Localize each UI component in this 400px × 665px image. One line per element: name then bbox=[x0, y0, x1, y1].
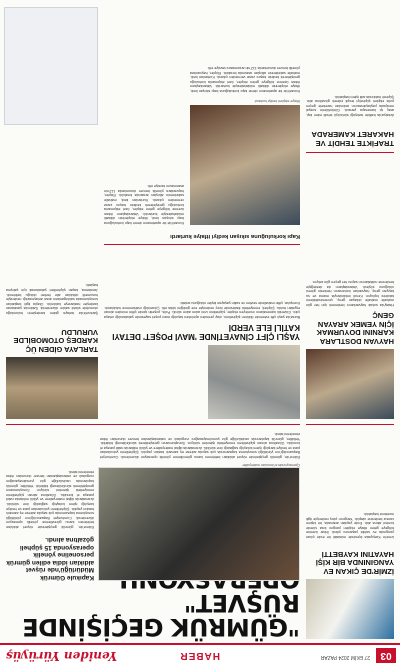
traffic-body: Antalya'da trafikte tartıştığı sürücüyü tehdit eden kişi, araç içi kameraya yansıdı. Görüntülerin sosyal medyada paylaşılmasının ardından harekete geçen polis ekipleri şüpheliyi tespit ederek gözaltına aldı. Şüpheli hakkında adli işlem başlatıldı. bbox=[306, 94, 394, 117]
cat-body-continued: Kocaeli'de bir apartmanın demir kapı korkuluğuna başı sıkışan kedi, itfaiye ekiplerinin dikkatli müdahalesiyle kurtarıldı. Vatandaşların ihbarı üzerine bölgeye gelen ekipler, özel ekipmanla korkuluğu genişleterek kedinin başını zarar vermeden çıkardı. Kurtarılan kedi, mahalle sakinlerinin alkışları arasında bırakıldı. Ekipler, hayvanlara yönelik benzer durumlarda 112'nin aranmasını tavsiye etti. bbox=[190, 66, 300, 93]
main-photo bbox=[98, 467, 300, 581]
cat-headline: Kapı korkuluğuna sıkışan kediyi itfaiye kurtardı bbox=[170, 233, 300, 239]
murder-headline: YAŞLI ÇİFT CİNAYETİNDE 'MAVİ POŞET' DETAYI KATİLİ ELE VERDİ bbox=[112, 323, 300, 341]
main-body-continued: Edirne'de, gümrük geçişlerinde rüşvet aldıkları belirlenen kamu görevlilerine yönelik operasyon düzenlendi. Cumhuriyet Başsavcılığı'nın yürüttüğü soruşturma kapsamında çok sayıda adrese eş zamanlı baskın yapıldı. Şüphelilerin yolculardan para ve hediye karşılığı işlem kolaylığı sağladığı öne sürüldü. Aramalarda dijital materyallere ve yüklü miktarda nakit paraya el konuldu. Gözaltına alınan şüphelilerin emniyetteki işlemleri sürüyor. Soruşturmanın genişletilerek sürdürüleceği bildirildi. Yetkililer, gümrük kapılarında usulsüzlüğe göz yumulmayacağını vurguladı ve vatandaşlardan benzer durumları ihbar etmelerini istedi. bbox=[100, 432, 300, 459]
animal-body: Hatay'da sokak hayvanlarını beslemek için her gün mahalle mahalle dolaşan genç, çevresindekilerin takdirini topluyor. Kendi imkânlarıyla mama ve su taşıyan genç, hayvanları korumanın herkesin görevi olduğunu söyledi. Vatandaşların da desteğiyle beslenme noktalarının sayısı her geçen gün artıyor. bbox=[306, 280, 394, 307]
ad-box bbox=[4, 7, 98, 125]
animal-photo bbox=[306, 349, 394, 419]
animal-headline: HAYVAN DOSTLARA KARNINI DOYURMAK İÇİN YEMEK ARAYAN GENÇ bbox=[316, 311, 394, 346]
divider bbox=[306, 424, 394, 425]
main-headline: "GÜMRÜK GEÇİŞİNDE RÜŞVET" bbox=[22, 589, 300, 641]
murder-photo bbox=[208, 345, 300, 419]
shooting-headline: TARLAYA GİDEN ÜÇ KARDEŞ OTOMOBİLDE VURULDU bbox=[13, 328, 98, 354]
divider bbox=[306, 152, 394, 153]
fire-headline: İZMİR'DE ÇIKAN EV YANGININDA BİR KİŞİ HAYATINI KAYBETTİ bbox=[315, 550, 394, 576]
newspaper-logo: Yeniden Yürüyüş bbox=[6, 649, 118, 663]
main-photo-caption: Operasyonda el konulan materyaller bbox=[242, 463, 300, 467]
murder-body: Bursa'da yaşlı çifti evlerinde öldüren şüphelinin, olay yerinden ayrılırken taşıdığı mavi poşet sayesinde yakalandığı ortaya çıktı. Güvenlik kameralarını inceleyen ekipler, şüphelinin izini adım adım sürdü. Polis, poşetin içinde çiftin evinden alınan eşyaları buldu. Şüpheli, emniyetteki ifadesinde borç nedeniyle eve girdiğini iddia etti. Çıkarıldığı mahkemece tutuklandı. Komşular, çiftin mahallede sevilen ve sakin yaşayan kişiler olduğunu anlattı. bbox=[104, 301, 300, 319]
murder-story bbox=[104, 249, 300, 419]
section-label: HABER bbox=[179, 650, 220, 661]
divider bbox=[6, 424, 300, 425]
page-header bbox=[0, 643, 400, 665]
fire-body: İzmir'in Karşıyaka ilçesinde müstakil bir evde çıkan yangında ev sahibi yaşamını yitirdi. İhbar üzerine bölgeye gelen itfaiye ekipleri yangını kısa sürede kontrol altına aldı. Evde yapılan aramada, bir kişinin cansız bedenine ulaşıldı. Yangının çıkış nedeniyle ilgili inceleme başlatıldı. bbox=[306, 512, 394, 539]
cat-story bbox=[104, 9, 300, 239]
shooting-body: Şanlıurfa'da tarlaya giden kardeşlerin bulunduğu otomobile silahlı saldırı düzenlendi. Saldırıda yaralanan kardeşler hastaneye kaldırıldı. Olayla ilgili başlatılan soruşturmada saldırganların arazi anlaşmazlığı nedeniyle husumetli oldukları aile fertleri olduğu belirlendi. Jandarma, kaçan şüphelileri yakalamak için çalışma başlattı. bbox=[6, 283, 98, 315]
cat-photo bbox=[190, 105, 300, 225]
main-deck: Kapıkule Gümrük Müdürlüğü'nde rüşvet aldıkları iddia edilen gümrük personeline yönelik operasyonda 15 şüpheli gözaltına alındı. bbox=[6, 536, 94, 581]
fire-photo bbox=[306, 579, 394, 639]
main-body: Edirne'de, gümrük geçişlerinde rüşvet aldıkları belirlenen kamu görevlilerine yönelik operasyon düzenlendi. Cumhuriyet Başsavcılığı'nın yürüttüğü soruşturma kapsamında çok sayıda adrese eş zamanlı baskın yapıldı. Şüphelilerin yolculardan para ve hediye karşılığı işlem kolaylığı sağladığı öne sürüldü. Aramalarda dijital materyallere ve yüklü miktarda nakit paraya el konuldu. Gözaltına alınan şüphelilerin emniyetteki işlemleri sürüyor. Soruşturmanın genişletilerek sürdürüleceği bildirildi. Yetkililer, gümrük kapılarında usulsüzlüğe göz yumulmayacağını vurguladı ve vatandaşlardan benzer durumları ihbar etmelerini istedi. bbox=[6, 469, 94, 529]
shooting-story bbox=[6, 129, 98, 419]
main-story bbox=[6, 429, 300, 639]
divider bbox=[104, 244, 300, 245]
cat-photo-caption: İtfaiye ekipleri kediyi kurtardı bbox=[254, 99, 300, 103]
date-line: 27 EKİM 2024 PAZAR bbox=[320, 654, 370, 660]
left-column bbox=[306, 9, 394, 639]
page-number: 03 bbox=[376, 648, 396, 663]
traffic-headline: TRAFİKTE TEHDİT VE HAKARET KAMERADA bbox=[311, 130, 394, 148]
cat-body: Kocaeli'de bir apartmanın demir kapı korkuluğuna başı sıkışan kedi, itfaiye ekiplerinin dikkatli müdahalesiyle kurtarıldı. Vatandaşların ihbarı üzerine bölgeye gelen ekipler, özel ekipmanla korkuluğu genişleterek kedinin başını zarar vermeden çıkardı. Kurtarılan kedi, mahalle sakinlerinin alkışları arasında bırakıldı. Ekipler, hayvanlara yönelik benzer durumlarda 112'nin aranmasını tavsiye etti. bbox=[104, 184, 184, 225]
shooting-photo bbox=[6, 357, 98, 419]
